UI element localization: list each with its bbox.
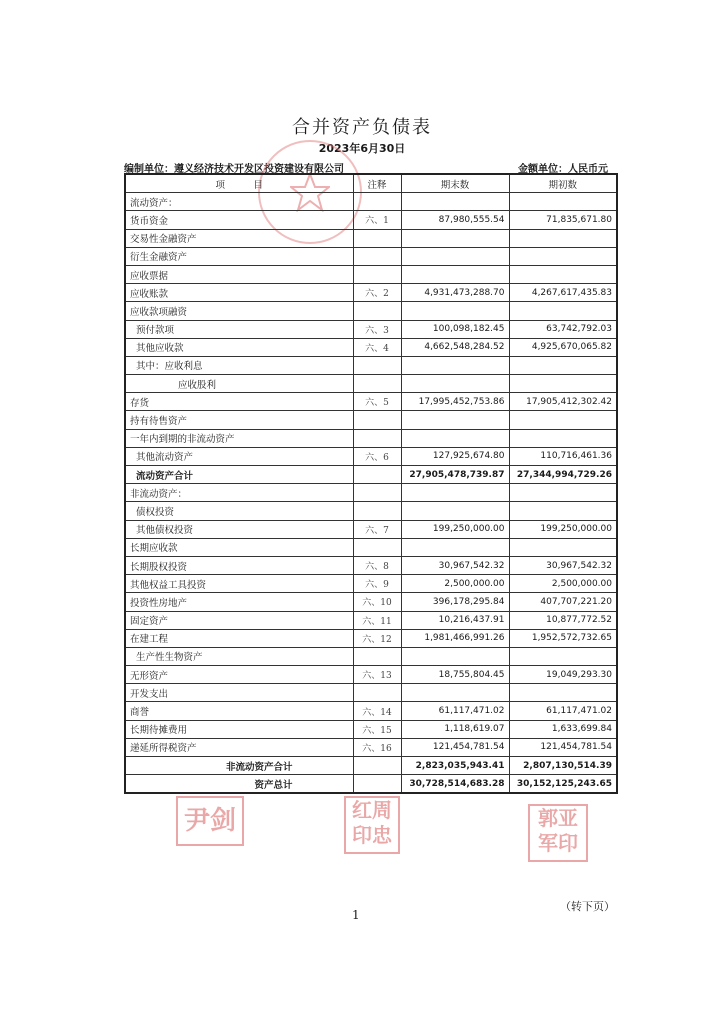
cell-end — [401, 538, 509, 556]
cell-begin: 407,707,221.20 — [509, 593, 617, 611]
cell-item: 固定资产 — [125, 611, 353, 629]
cell-note: 六、7 — [353, 520, 401, 538]
cell-item: 非流动资产： — [125, 484, 353, 502]
cell-begin: 4,925,670,065.82 — [509, 338, 617, 356]
seal-yin-jian: 尹剑 — [176, 796, 244, 846]
cell-note: 六、6 — [353, 447, 401, 465]
cell-end: 1,118,619.07 — [401, 720, 509, 738]
cell-end: 121,454,781.54 — [401, 738, 509, 756]
cell-item: 流动资产： — [125, 193, 353, 211]
cell-note: 六、14 — [353, 702, 401, 720]
cell-end: 199,250,000.00 — [401, 520, 509, 538]
table-row — [125, 302, 617, 320]
cell-note: 六、10 — [353, 593, 401, 611]
table-row — [125, 556, 617, 574]
cell-note — [353, 411, 401, 429]
cell-end: 18,755,804.45 — [401, 666, 509, 684]
balance-sheet-table — [124, 173, 618, 794]
table-row — [125, 411, 617, 429]
cell-begin: 30,152,125,243.65 — [509, 775, 617, 794]
cell-begin — [509, 684, 617, 702]
cell-begin — [509, 229, 617, 247]
table-row — [125, 611, 617, 629]
cell-end — [401, 229, 509, 247]
cell-begin: 10,877,772.52 — [509, 611, 617, 629]
cell-end: 87,980,555.54 — [401, 211, 509, 229]
header-item: 项 目 — [125, 174, 353, 193]
cell-note — [353, 302, 401, 320]
cell-item: 其他应收款 — [125, 338, 353, 356]
table-row — [125, 738, 617, 756]
cell-item: 货币资金 — [125, 211, 353, 229]
cell-begin — [509, 265, 617, 283]
cell-end — [401, 302, 509, 320]
table-row — [125, 684, 617, 702]
cell-item: 资产总计 — [125, 775, 353, 794]
cell-note — [353, 775, 401, 794]
cell-item: 商誉 — [125, 702, 353, 720]
cell-note — [353, 229, 401, 247]
table-row — [125, 356, 617, 374]
cell-note — [353, 429, 401, 447]
cell-note: 六、1 — [353, 211, 401, 229]
cell-begin — [509, 484, 617, 502]
continued-note: （转下页） — [560, 900, 615, 913]
cell-item: 非流动资产合计 — [125, 757, 353, 775]
cell-end: 100,098,182.45 — [401, 320, 509, 338]
cell-item: 长期待摊费用 — [125, 720, 353, 738]
cell-note: 六、4 — [353, 338, 401, 356]
table-row — [125, 538, 617, 556]
page-number: 1 — [352, 908, 360, 922]
cell-begin: 110,716,461.36 — [509, 447, 617, 465]
table-row — [125, 229, 617, 247]
table-row — [125, 502, 617, 520]
document-title: 合并资产负债表 — [292, 117, 432, 138]
cell-begin: 2,807,130,514.39 — [509, 757, 617, 775]
cell-begin — [509, 429, 617, 447]
cell-item: 流动资产合计 — [125, 466, 353, 484]
cell-item: 递延所得税资产 — [125, 738, 353, 756]
table-row — [125, 320, 617, 338]
cell-note — [353, 684, 401, 702]
table-row — [125, 375, 617, 393]
cell-note — [353, 265, 401, 283]
cell-end: 396,178,295.84 — [401, 593, 509, 611]
cell-end: 127,925,674.80 — [401, 447, 509, 465]
cell-note — [353, 757, 401, 775]
table-row — [125, 575, 617, 593]
table-row — [125, 720, 617, 738]
cell-end — [401, 247, 509, 265]
cell-item: 交易性金融资产 — [125, 229, 353, 247]
seal-zhou-hongzhong: 红周印忠 — [344, 796, 400, 854]
cell-end — [401, 429, 509, 447]
cell-begin: 63,742,792.03 — [509, 320, 617, 338]
cell-note: 六、5 — [353, 393, 401, 411]
cell-end: 27,905,478,739.87 — [401, 466, 509, 484]
cell-note: 六、15 — [353, 720, 401, 738]
cell-end: 30,728,514,683.28 — [401, 775, 509, 794]
cell-item: 预付款项 — [125, 320, 353, 338]
cell-begin — [509, 193, 617, 211]
cell-note — [353, 247, 401, 265]
cell-begin: 19,049,293.30 — [509, 666, 617, 684]
table-row — [125, 629, 617, 647]
cell-note — [353, 193, 401, 211]
table-header-row — [125, 174, 617, 193]
cell-end — [401, 411, 509, 429]
cell-item: 应收款项融资 — [125, 302, 353, 320]
cell-note — [353, 538, 401, 556]
cell-begin: 1,633,699.84 — [509, 720, 617, 738]
cell-note — [353, 502, 401, 520]
cell-begin: 199,250,000.00 — [509, 520, 617, 538]
cell-end — [401, 647, 509, 665]
cell-note — [353, 647, 401, 665]
cell-item: 其他流动资产 — [125, 447, 353, 465]
cell-end — [401, 375, 509, 393]
table-row — [125, 775, 617, 794]
currency-unit: 金额单位：人民币元 — [518, 164, 608, 175]
cell-item: 一年内到期的非流动资产 — [125, 429, 353, 447]
cell-begin: 71,835,671.80 — [509, 211, 617, 229]
cell-end: 4,931,473,288.70 — [401, 284, 509, 302]
table-row — [125, 429, 617, 447]
table-row — [125, 757, 617, 775]
cell-item: 衍生金融资产 — [125, 247, 353, 265]
cell-note — [353, 484, 401, 502]
cell-end — [401, 484, 509, 502]
header-begin: 期初数 — [509, 174, 617, 193]
cell-begin: 121,454,781.54 — [509, 738, 617, 756]
cell-note: 六、12 — [353, 629, 401, 647]
cell-end: 17,995,452,753.86 — [401, 393, 509, 411]
cell-end — [401, 356, 509, 374]
cell-end — [401, 684, 509, 702]
cell-end — [401, 502, 509, 520]
table-row — [125, 447, 617, 465]
cell-item: 在建工程 — [125, 629, 353, 647]
cell-item: 应收账款 — [125, 284, 353, 302]
cell-end: 2,823,035,943.41 — [401, 757, 509, 775]
cell-end — [401, 265, 509, 283]
table-row — [125, 520, 617, 538]
cell-item: 其中：应收利息 — [125, 356, 353, 374]
cell-begin: 27,344,994,729.26 — [509, 466, 617, 484]
table-row — [125, 484, 617, 502]
table-row — [125, 593, 617, 611]
cell-item: 投资性房地产 — [125, 593, 353, 611]
table-row — [125, 247, 617, 265]
cell-note: 六、3 — [353, 320, 401, 338]
table-row — [125, 193, 617, 211]
cell-note — [353, 466, 401, 484]
cell-begin: 61,117,471.02 — [509, 702, 617, 720]
cell-end: 4,662,548,284.52 — [401, 338, 509, 356]
cell-begin — [509, 302, 617, 320]
cell-note: 六、13 — [353, 666, 401, 684]
cell-note: 六、2 — [353, 284, 401, 302]
cell-begin — [509, 411, 617, 429]
cell-item: 长期股权投资 — [125, 556, 353, 574]
cell-begin — [509, 647, 617, 665]
cell-end: 1,981,466,991.26 — [401, 629, 509, 647]
cell-note — [353, 356, 401, 374]
cell-item: 存货 — [125, 393, 353, 411]
table-row — [125, 666, 617, 684]
table-row — [125, 284, 617, 302]
cell-note: 六、8 — [353, 556, 401, 574]
cell-end — [401, 193, 509, 211]
cell-begin: 30,967,542.32 — [509, 556, 617, 574]
cell-item: 生产性生物资产 — [125, 647, 353, 665]
cell-item: 无形资产 — [125, 666, 353, 684]
table-row — [125, 338, 617, 356]
cell-item: 持有待售资产 — [125, 411, 353, 429]
cell-note: 六、9 — [353, 575, 401, 593]
cell-end: 10,216,437.91 — [401, 611, 509, 629]
table-row — [125, 265, 617, 283]
cell-item: 应收票据 — [125, 265, 353, 283]
table-row — [125, 393, 617, 411]
cell-item: 长期应收款 — [125, 538, 353, 556]
cell-item: 其他权益工具投资 — [125, 575, 353, 593]
cell-begin — [509, 356, 617, 374]
cell-begin: 4,267,617,435.83 — [509, 284, 617, 302]
cell-begin — [509, 247, 617, 265]
table-row — [125, 702, 617, 720]
cell-end: 30,967,542.32 — [401, 556, 509, 574]
cell-begin — [509, 502, 617, 520]
cell-note: 六、16 — [353, 738, 401, 756]
cell-begin: 1,952,572,732.65 — [509, 629, 617, 647]
cell-note: 六、11 — [353, 611, 401, 629]
cell-begin: 2,500,000.00 — [509, 575, 617, 593]
report-date: 2023年6月30日 — [318, 142, 406, 155]
header-note: 注释 — [353, 174, 401, 193]
table-row — [125, 466, 617, 484]
table-row — [125, 211, 617, 229]
cell-end: 2,500,000.00 — [401, 575, 509, 593]
cell-begin — [509, 538, 617, 556]
company-name: 编制单位：遵义经济技术开发区投资建设有限公司 — [124, 164, 344, 175]
header-end: 期末数 — [401, 174, 509, 193]
cell-end: 61,117,471.02 — [401, 702, 509, 720]
cell-note — [353, 375, 401, 393]
cell-begin: 17,905,412,302.42 — [509, 393, 617, 411]
cell-item: 应收股利 — [125, 375, 353, 393]
cell-item: 债权投资 — [125, 502, 353, 520]
seal-guo-yajun: 郭亚军印 — [528, 804, 588, 862]
cell-item: 开发支出 — [125, 684, 353, 702]
cell-begin — [509, 375, 617, 393]
table-row — [125, 647, 617, 665]
cell-item: 其他债权投资 — [125, 520, 353, 538]
